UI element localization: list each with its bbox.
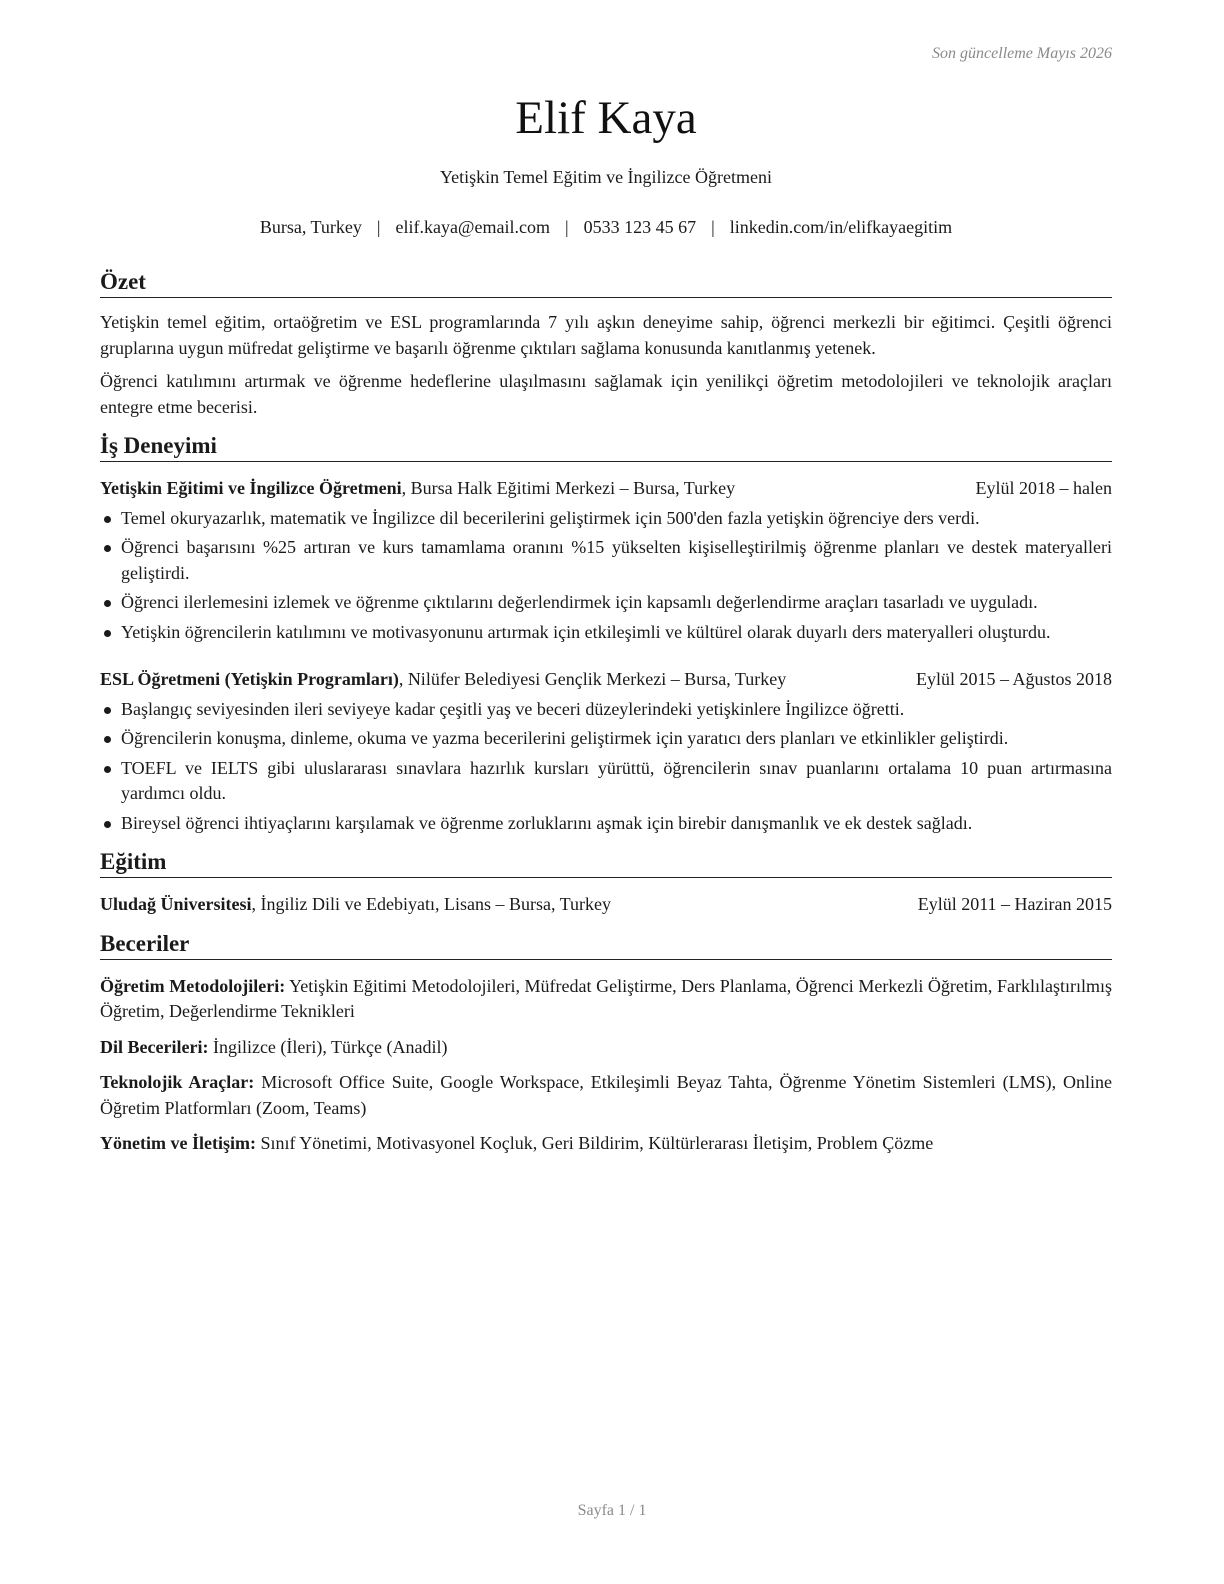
contact-phone[interactable]: 0533 123 45 67 <box>583 217 697 237</box>
contact-location: Bursa, Turkey <box>259 217 362 237</box>
job-bullet: Bireysel öğrenci ihtiyaçlarını karşılamak ve öğrenme zorluklarını aşmak için birebir danışmanlık ve ek destek sağladı. <box>100 811 1112 837</box>
job-bullet: Temel okuryazarlık, matematik ve İngilizce dil becerilerini geliştirmek için 500'den fazla yetişkin öğrenciye ders verdi. <box>100 506 1112 532</box>
degree-detail: , İngiliz Dili ve Edebiyatı, Lisans – Bursa, Turkey <box>251 894 611 914</box>
separator: | <box>376 217 381 237</box>
contact-line <box>100 214 1112 240</box>
section-heading-education: Eğitim <box>100 848 1112 878</box>
skill-value: Sınıf Yönetimi, Motivasyonel Koçluk, Geri Bildirim, Kültürlerarası İletişim, Problem Çözme <box>255 1133 934 1153</box>
job-bullet: TOEFL ve IELTS gibi uluslararası sınavlara hazırlık kursları yürüttü, öğrencilerin sınav puanlarını ortalama 10 puan artırmasına yardımcı oldu. <box>100 756 1112 807</box>
experience-section <box>100 432 1112 836</box>
education-section <box>100 848 1112 918</box>
job-header <box>100 476 1112 502</box>
job-role: ESL Öğretmeni (Yetişkin Programları) <box>100 669 399 689</box>
job-role: Yetişkin Eğitimi ve İngilizce Öğretmeni <box>100 478 402 498</box>
separator: | <box>564 217 569 237</box>
job-org: , Bursa Halk Eğitimi Merkezi – Bursa, Turkey <box>401 478 736 498</box>
skill-line <box>100 1131 1112 1157</box>
skill-label: Teknolojik Araçlar: <box>100 1072 255 1092</box>
job-dates: Eylül 2015 – Ağustos 2018 <box>915 669 1112 689</box>
summary-paragraph: Yetişkin temel eğitim, ortaöğretim ve ESL programlarında 7 yılı aşkın deneyime sahip, öğrenci merkezli bir eğitimci. Çeşitli öğrenci gruplarına uygun müfredat geliştirme ve başarılı öğrenme çıktıları sağlama konusunda kanıtlanmış yetenek. <box>100 312 1112 358</box>
contact-linkedin[interactable]: linkedin.com/in/elifkayaegitim <box>729 217 953 237</box>
candidate-title: Yetişkin Temel Eğitim ve İngilizce Öğretmeni <box>439 167 772 187</box>
section-heading-experience: İş Deneyimi <box>100 432 1112 462</box>
resume-page <box>100 0 1112 1157</box>
job-bullet: Öğrenci başarısını %25 artıran ve kurs tamamlama oranını %15 yükselten kişiselleştirilmiş öğrenme planları ve destek materyalleri geliştirdi. <box>100 535 1112 586</box>
job-bullet: Öğrencilerin konuşma, dinleme, okuma ve yazma becerilerini geliştirmek için yaratıcı ders planları ve etkinlikler geliştirdi. <box>100 726 1112 752</box>
job-bullet: Başlangıç seviyesinden ileri seviyeye kadar çeşitli yaş ve beceri düzeylerindeki yetişkinlere İngilizce öğretti. <box>100 697 1112 723</box>
skill-label: Yönetim ve İletişim: <box>100 1133 256 1153</box>
skill-value: Yetişkin Eğitimi Metodolojileri, Müfredat Geliştirme, Ders Planlama, Öğrenci Merkezli Öğretim, Farklılaştırılmış Öğretim, Değerlendirme Teknikleri <box>100 975 1112 1021</box>
candidate-name: Elif Kaya <box>515 92 697 144</box>
job-header <box>100 667 1112 693</box>
summary-paragraph: Öğrenci katılımını artırmak ve öğrenme hedeflerine ulaşılmasını sağlamak için yenilikçi öğretim metodolojileri ve teknolojik araçları entegre etme becerisi. <box>100 371 1112 417</box>
skills-section <box>100 930 1112 1157</box>
section-heading-summary: Özet <box>100 268 1112 298</box>
skill-line <box>100 1070 1112 1121</box>
separator: | <box>711 217 715 237</box>
education-entry <box>100 892 1112 918</box>
skill-label: Öğretim Metodolojileri: <box>100 975 286 996</box>
job-bullet: Yetişkin öğrencilerin katılımını ve motivasyonunu artırmak için etkileşimli ve kültürel olarak duyarlı ders materyalleri oluşturdu. <box>100 620 1112 646</box>
skill-line <box>100 1035 1112 1061</box>
skill-value: İngilizce (İleri), Türkçe (Anadil) <box>208 1036 448 1057</box>
page-number: Sayfa 1 / 1 <box>577 1502 647 1519</box>
job-org: , Nilüfer Belediyesi Gençlik Merkezi – Bursa, Turkey <box>398 669 787 689</box>
job-bullet: Öğrenci ilerlemesini izlemek ve öğrenme çıktılarını değerlendirmek için kapsamlı değerlendirme araçları tasarladı ve uyguladı. <box>100 590 1112 616</box>
job-bullets <box>100 506 1112 646</box>
skill-line <box>100 974 1112 1025</box>
skill-label: Dil Becerileri: <box>100 1036 209 1057</box>
section-heading-skills: Beceriler <box>100 930 1112 960</box>
job-bullets <box>100 697 1112 837</box>
skill-value: Microsoft Office Suite, Google Workspace, Etkileşimli Beyaz Tahta, Öğrenme Yönetim Sistemleri (LMS), Online Öğretim Platformları (Zoom, Teams) <box>100 1072 1113 1118</box>
contact-email[interactable]: elif.kaya@email.com <box>395 217 550 237</box>
last-updated: Son güncelleme Mayıs 2026 <box>932 45 1112 62</box>
education-dates: Eylül 2011 – Haziran 2015 <box>917 894 1112 914</box>
summary-section <box>100 268 1112 420</box>
job-dates: Eylül 2018 – halen <box>975 478 1112 498</box>
school-name: Uludağ Üniversitesi <box>100 894 252 914</box>
